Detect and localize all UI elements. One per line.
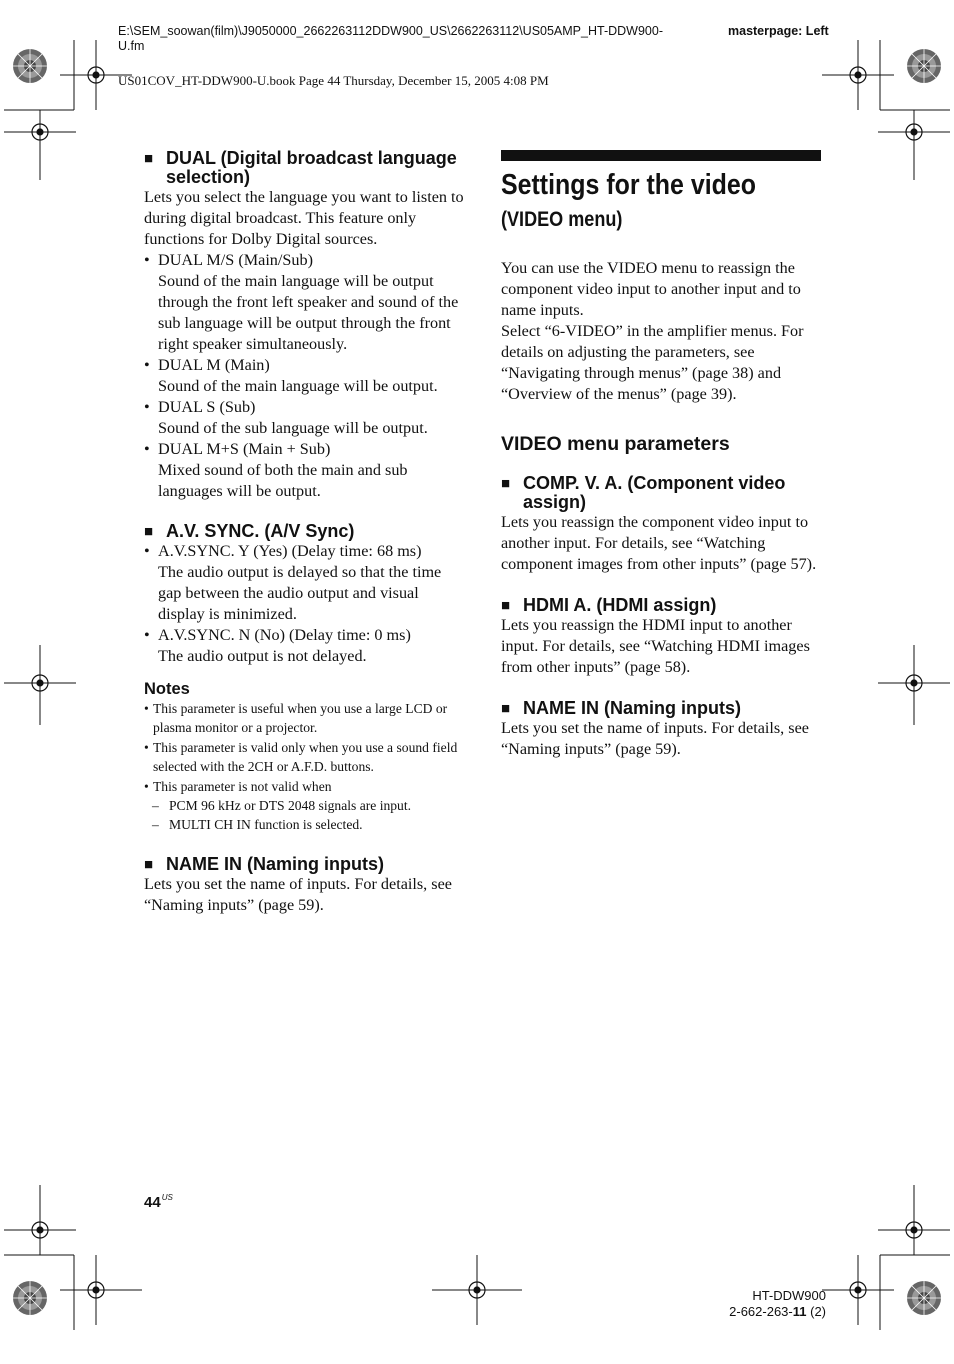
note-item: • This parameter is valid only when you use a sound field selected with the 2CH or A.F.D. buttons. xyxy=(144,739,458,775)
compva-description: Lets you reassign the component video input to another input. For details, see “Watching component images from other inputs” (page 57). xyxy=(501,513,817,573)
left-column xyxy=(144,149,464,916)
namein-heading-text: NAME IN (Naming inputs) xyxy=(166,853,384,874)
list-item: • DUAL M (Main) xyxy=(144,356,270,374)
note-subitem: – MULTI CH IN function is selected. xyxy=(152,817,363,833)
document-code xyxy=(700,1304,826,1320)
dual-m-desc: Sound of the main language will be output. xyxy=(158,377,438,395)
note-item: • This parameter is useful when you use a large LCD or plasma monitor or a projector. xyxy=(144,701,448,736)
namein-right-description: Lets you set the name of inputs. For details, see “Naming inputs” (page 59). xyxy=(501,719,809,758)
square-bullet-icon: ■ xyxy=(501,475,511,492)
code-suffix: (2) xyxy=(806,1304,826,1319)
title-rule xyxy=(501,150,821,161)
section-heading: VIDEO menu parameters xyxy=(501,433,730,455)
avsync-y-label: A.V.SYNC. Y (Yes) (Delay time: 68 ms) xyxy=(158,542,422,560)
hdmia-heading xyxy=(501,596,823,615)
list-item-desc xyxy=(144,418,464,439)
list-item: • DUAL S (Sub) xyxy=(144,398,256,416)
avsync-heading xyxy=(144,522,464,541)
avsync-n-desc: The audio output is not delayed. xyxy=(158,647,367,665)
note-subitem: – PCM 96 kHz or DTS 2048 signals are input. xyxy=(152,798,412,814)
avsync-y-desc: The audio output is delayed so that the time gap between the audio output and visual display is minimized. xyxy=(158,563,442,623)
hdmia-heading-text: HDMI A. (HDMI assign) xyxy=(523,595,717,615)
notes-heading: Notes xyxy=(144,680,190,698)
page-number-value: 44 xyxy=(144,1194,161,1211)
compva-heading xyxy=(501,474,823,512)
list-item-desc xyxy=(144,376,464,397)
list-item: • A.V.SYNC. N (No) (Delay time: 0 ms) xyxy=(144,626,411,644)
avsync-heading-text: A.V. SYNC. (A/V Sync) xyxy=(166,521,355,541)
intro-paragraph-2: Select “6-VIDEO” in the amplifier menus. For details on adjusting the parameters, see “Navigating through menus” (page 38) and “Overview of the menus” (page 39). xyxy=(501,322,804,403)
right-column xyxy=(501,150,823,760)
note-subitem-text: MULTI CH IN function is selected. xyxy=(169,817,363,833)
namein-right-heading-text: NAME IN (Naming inputs) xyxy=(523,698,741,718)
list-item: • DUAL M/S (Main/Sub) xyxy=(144,251,313,269)
code-prefix: 2-662-263- xyxy=(729,1304,793,1319)
avsync-n-label: A.V.SYNC. N (No) (Delay time: 0 ms) xyxy=(158,626,411,644)
note-text: This parameter is valid only when you use a sound field selected with the 2CH or A.F.D. buttons. xyxy=(153,739,458,775)
list-item-desc xyxy=(144,460,464,502)
dual-s-label: DUAL S (Sub) xyxy=(158,398,256,416)
dual-m-label: DUAL M (Main) xyxy=(158,356,270,374)
namein-description: Lets you set the name of inputs. For details, see “Naming inputs” (page 59). xyxy=(144,874,452,914)
dual-heading xyxy=(144,149,464,187)
page-number-suffix: US xyxy=(161,1193,173,1202)
dual-heading-text: DUAL (Digital broadcast language selection) xyxy=(166,148,457,187)
footer-info xyxy=(700,1288,826,1320)
list-item-desc xyxy=(144,271,464,355)
list-item-desc xyxy=(144,562,464,625)
masterpage-label: masterpage: Left xyxy=(728,24,829,38)
code-bold: 11 xyxy=(792,1304,807,1319)
square-bullet-icon: ■ xyxy=(501,700,511,717)
namein-right-heading xyxy=(501,699,823,718)
page-title: Settings for the video xyxy=(501,169,756,201)
book-info: US01COV_HT-DDW900-U.book Page 44 Thursday, December 15, 2005 4:08 PM xyxy=(118,73,549,88)
dual-ms-desc: Sound of the main language will be output through the front left speaker and sound of the sub language will be output through the front right speaker simultaneously. xyxy=(158,272,459,353)
list-item: • DUAL M+S (Main + Sub) xyxy=(144,440,331,458)
note-text: This parameter is not valid when xyxy=(153,778,332,794)
dual-mps-desc: Mixed sound of both the main and sub languages will be output. xyxy=(158,461,408,500)
dual-description: Lets you select the language you want to listen to during digital broadcast. This feature only functions for Dolby Digital sources. xyxy=(144,188,464,248)
list-item: • A.V.SYNC. Y (Yes) (Delay time: 68 ms) xyxy=(144,542,422,560)
list-item-desc xyxy=(144,646,464,667)
model-number: HT-DDW900 xyxy=(752,1288,826,1303)
compva-heading-text: COMP. V. A. (Component video assign) xyxy=(523,473,786,512)
file-path: E:\SEM_soowan(film)\J9050000_2662263112DDW900_US\2662263112\US05AMP_HT-DDW900-U.fm xyxy=(118,24,663,53)
namein-heading xyxy=(144,855,464,874)
dual-mps-label: DUAL M+S (Main + Sub) xyxy=(158,440,331,458)
note-subitem-text: PCM 96 kHz or DTS 2048 signals are input. xyxy=(169,798,412,814)
intro-paragraph: You can use the VIDEO menu to reassign the component video input to another input and to name inputs. xyxy=(501,259,801,319)
dual-ms-label: DUAL M/S (Main/Sub) xyxy=(158,251,313,269)
square-bullet-icon: ■ xyxy=(144,855,154,873)
square-bullet-icon: ■ xyxy=(144,523,154,540)
square-bullet-icon: ■ xyxy=(144,150,154,167)
page-subtitle: (VIDEO menu) xyxy=(501,208,623,231)
note-item: • This parameter is not valid when xyxy=(144,778,332,794)
dual-s-desc: Sound of the sub language will be output. xyxy=(158,419,428,437)
page-number xyxy=(144,1193,173,1211)
note-text: This parameter is useful when you use a large LCD or plasma monitor or a projector. xyxy=(153,701,448,736)
square-bullet-icon: ■ xyxy=(501,597,511,614)
hdmia-description: Lets you reassign the HDMI input to another input. For details, see “Watching HDMI images from other inputs” (page 58). xyxy=(501,616,810,676)
